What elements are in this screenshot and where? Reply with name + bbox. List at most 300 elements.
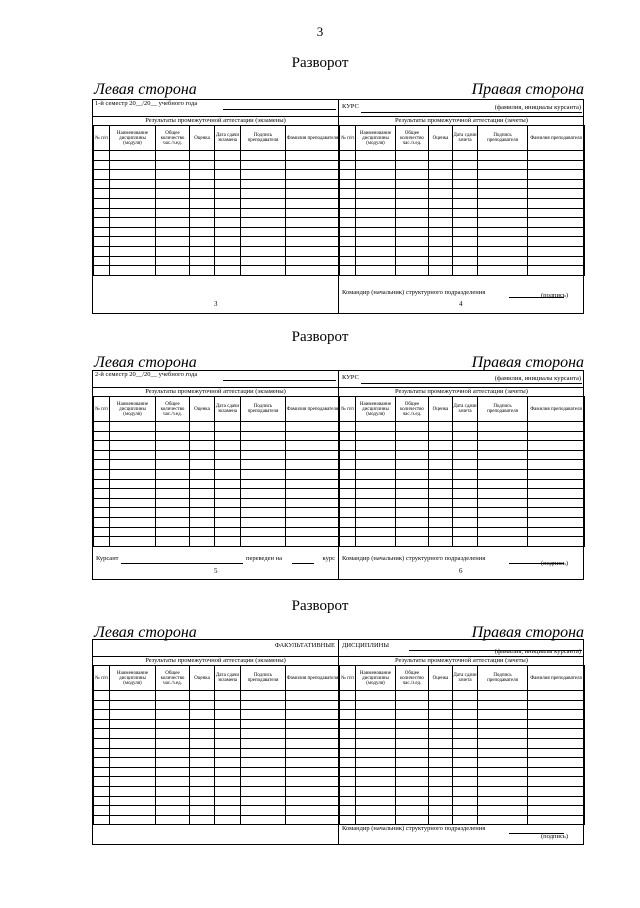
table-cell <box>453 748 478 758</box>
table-cell <box>528 748 585 758</box>
table-row <box>340 719 585 729</box>
table-cell <box>190 189 215 199</box>
table-cell <box>190 266 215 276</box>
table-cell <box>156 796 190 806</box>
table-cell <box>94 489 110 499</box>
table-cell <box>356 806 396 816</box>
table-cell <box>356 227 396 237</box>
table-cell <box>156 266 190 276</box>
table-cell <box>478 160 528 170</box>
table-cell <box>396 237 429 247</box>
table-cell <box>478 767 528 777</box>
table-cell <box>453 758 478 768</box>
credits-title: Результаты промежуточной аттестации (зачеты) <box>395 388 528 395</box>
table-cell <box>110 777 156 787</box>
table-cell <box>356 431 396 441</box>
table-cell <box>94 151 110 161</box>
table-cell <box>110 218 156 228</box>
table-cell <box>190 198 215 208</box>
table-cell <box>429 777 453 787</box>
signature-note: (подпись) <box>541 560 568 567</box>
table-cell <box>110 537 156 547</box>
table-cell <box>94 450 110 460</box>
table-cell <box>94 179 110 189</box>
table-row <box>340 431 585 441</box>
table-cell <box>429 160 453 170</box>
table-row <box>340 479 585 489</box>
table-cell <box>110 256 156 266</box>
table-cell <box>478 738 528 748</box>
table-cell <box>453 218 478 228</box>
table-cell <box>215 786 241 796</box>
exams-table <box>93 125 340 276</box>
table-cell <box>396 479 429 489</box>
table-cell <box>156 441 190 451</box>
table-cell <box>528 179 585 189</box>
table-row <box>340 777 585 787</box>
table-cell <box>340 151 356 161</box>
table-cell <box>286 748 340 758</box>
table-cell <box>286 806 340 816</box>
table-row <box>94 208 340 218</box>
table-row <box>340 508 585 518</box>
table-row <box>94 806 340 816</box>
table-cell <box>286 208 340 218</box>
table-cell <box>528 806 585 816</box>
table-cell <box>478 489 528 499</box>
table-row <box>94 758 340 768</box>
table-cell <box>453 441 478 451</box>
table-cell <box>190 450 215 460</box>
table-cell <box>429 218 453 228</box>
table-cell <box>340 729 356 739</box>
exams-table <box>93 396 340 547</box>
table-cell <box>110 246 156 256</box>
col-grade: Оценка <box>429 666 453 691</box>
table-cell <box>94 441 110 451</box>
table-cell <box>396 208 429 218</box>
table-row <box>94 710 340 720</box>
table-cell <box>241 450 286 460</box>
table-cell <box>286 786 340 796</box>
table-body <box>94 691 340 825</box>
table-cell <box>356 237 396 247</box>
table-cell <box>190 227 215 237</box>
table-cell <box>190 738 215 748</box>
signature-note: (подпись) <box>541 292 568 299</box>
table-cell <box>396 786 429 796</box>
table-cell <box>340 748 356 758</box>
table-row <box>94 170 340 180</box>
table-cell <box>453 806 478 816</box>
table-cell <box>453 469 478 479</box>
table-cell <box>356 422 396 432</box>
table-cell <box>429 748 453 758</box>
table-cell <box>241 189 286 199</box>
table-cell <box>478 815 528 825</box>
table-cell <box>156 450 190 460</box>
table-cell <box>356 527 396 537</box>
table-cell <box>241 719 286 729</box>
col-hours: Общее количество час./з.ед. <box>396 666 429 691</box>
table-cell <box>396 700 429 710</box>
table-cell <box>215 431 241 441</box>
table-cell <box>528 767 585 777</box>
table-cell <box>110 738 156 748</box>
table-cell <box>340 441 356 451</box>
table-cell <box>241 179 286 189</box>
table-cell <box>340 758 356 768</box>
col-num: № п/п <box>340 397 356 422</box>
table-cell <box>478 729 528 739</box>
table-cell <box>396 256 429 266</box>
table-cell <box>453 431 478 441</box>
table-row <box>94 767 340 777</box>
table-cell <box>396 517 429 527</box>
table-cell <box>215 767 241 777</box>
table-cell <box>429 198 453 208</box>
left-side-label: Левая сторона <box>94 81 197 98</box>
table-cell <box>453 460 478 470</box>
table-cell <box>190 719 215 729</box>
table-row <box>340 729 585 739</box>
table-cell <box>453 537 478 547</box>
table-cell <box>215 450 241 460</box>
table-cell <box>156 227 190 237</box>
table-cell <box>528 256 585 266</box>
table-cell <box>215 160 241 170</box>
table-cell <box>110 151 156 161</box>
table-cell <box>110 786 156 796</box>
table-cell <box>429 527 453 537</box>
table-cell <box>528 208 585 218</box>
table-cell <box>356 719 396 729</box>
table-cell <box>94 719 110 729</box>
table-row <box>94 179 340 189</box>
table-cell <box>156 738 190 748</box>
table-cell <box>340 498 356 508</box>
table-cell <box>94 266 110 276</box>
table-row <box>340 450 585 460</box>
table-cell <box>340 489 356 499</box>
table-cell <box>356 758 396 768</box>
table-cell <box>190 479 215 489</box>
table-cell <box>429 441 453 451</box>
table-cell <box>478 517 528 527</box>
table-cell <box>396 227 429 237</box>
col-hours: Общее количество час./з.ед. <box>156 126 190 151</box>
table-cell <box>94 246 110 256</box>
table-cell <box>190 489 215 499</box>
table-cell <box>340 527 356 537</box>
table-cell <box>156 815 190 825</box>
table-row <box>94 517 340 527</box>
table-cell <box>356 767 396 777</box>
table-cell <box>340 266 356 276</box>
table-cell <box>356 160 396 170</box>
right-side-label: Правая сторона <box>471 354 584 371</box>
table-cell <box>286 489 340 499</box>
table-cell <box>94 422 110 432</box>
table-cell <box>340 422 356 432</box>
table-cell <box>190 498 215 508</box>
table-cell <box>340 517 356 527</box>
table-cell <box>190 729 215 739</box>
page-num-right: 6 <box>459 567 463 575</box>
table-row <box>340 266 585 276</box>
table-cell <box>156 700 190 710</box>
table-cell <box>429 237 453 247</box>
table-cell <box>429 796 453 806</box>
table-row <box>340 815 585 825</box>
table-cell <box>241 441 286 451</box>
exams-title: Результаты промежуточной аттестации (экзамены) <box>145 657 286 664</box>
elective-label-left: ФАКУЛЬТАТИВНЫЕ <box>274 642 335 649</box>
table-cell <box>94 691 110 701</box>
table-cell <box>396 189 429 199</box>
table-row <box>94 160 340 170</box>
table-cell <box>396 738 429 748</box>
left-half <box>93 371 339 579</box>
table-row <box>94 796 340 806</box>
col-name: Наименование дисциплины (модуля) <box>356 666 396 691</box>
table-cell <box>156 489 190 499</box>
table-cell <box>241 170 286 180</box>
col-name: Наименование дисциплины (модуля) <box>356 397 396 422</box>
table-cell <box>356 460 396 470</box>
table-cell <box>241 256 286 266</box>
table-cell <box>94 170 110 180</box>
right-half <box>339 371 584 579</box>
table-row <box>340 189 585 199</box>
table-cell <box>478 537 528 547</box>
table-cell <box>340 777 356 787</box>
exams-table <box>93 665 340 825</box>
cadet-label: Курсант <box>96 555 119 562</box>
spread-title: Разворот <box>291 598 349 614</box>
table-cell <box>429 719 453 729</box>
table-cell <box>356 208 396 218</box>
table-cell <box>356 479 396 489</box>
table-cell <box>156 777 190 787</box>
table-cell <box>453 256 478 266</box>
col-hours: Общее количество час./з.ед. <box>156 397 190 422</box>
table-cell <box>286 815 340 825</box>
table-cell <box>215 527 241 537</box>
table-row <box>340 498 585 508</box>
table-cell <box>94 498 110 508</box>
table-cell <box>340 700 356 710</box>
table-cell <box>478 189 528 199</box>
table-cell <box>190 469 215 479</box>
table-cell <box>478 450 528 460</box>
table-cell <box>190 441 215 451</box>
table-row <box>340 527 585 537</box>
table-cell <box>429 431 453 441</box>
left-half <box>93 100 339 313</box>
table-cell <box>286 719 340 729</box>
table-cell <box>478 786 528 796</box>
table-row <box>94 719 340 729</box>
table-cell <box>110 266 156 276</box>
table-row <box>340 517 585 527</box>
table-cell <box>478 691 528 701</box>
table-cell <box>241 786 286 796</box>
table-cell <box>215 498 241 508</box>
table-cell <box>215 218 241 228</box>
table-cell <box>286 508 340 518</box>
table-body <box>94 422 340 547</box>
table-cell <box>429 256 453 266</box>
table-cell <box>429 767 453 777</box>
table-cell <box>156 422 190 432</box>
table-cell <box>156 537 190 547</box>
moved-label: переведен на <box>246 555 282 562</box>
table-cell <box>94 796 110 806</box>
table-cell <box>190 517 215 527</box>
table-cell <box>215 227 241 237</box>
table-cell <box>110 815 156 825</box>
table-cell <box>241 796 286 806</box>
spread-title: Разворот <box>291 329 349 345</box>
table-cell <box>286 189 340 199</box>
left-side-label: Левая сторона <box>94 624 197 641</box>
table-cell <box>94 517 110 527</box>
table-cell <box>110 527 156 537</box>
table-cell <box>340 796 356 806</box>
table-cell <box>340 469 356 479</box>
table-cell <box>215 179 241 189</box>
table-row <box>94 441 340 451</box>
table-cell <box>356 729 396 739</box>
table-cell <box>429 422 453 432</box>
table-cell <box>110 189 156 199</box>
table-cell <box>429 710 453 720</box>
table-cell <box>110 160 156 170</box>
col-name: Наименование дисциплины (модуля) <box>356 126 396 151</box>
exams-title: Результаты промежуточной аттестации (экзамены) <box>145 117 286 124</box>
table-cell <box>215 700 241 710</box>
table-row <box>94 489 340 499</box>
table-cell <box>478 441 528 451</box>
table-cell <box>286 422 340 432</box>
table-cell <box>478 246 528 256</box>
table-cell <box>340 710 356 720</box>
table-cell <box>396 537 429 547</box>
table-cell <box>396 170 429 180</box>
table-cell <box>215 198 241 208</box>
table-cell <box>528 700 585 710</box>
table-cell <box>453 450 478 460</box>
table-cell <box>241 691 286 701</box>
col-grade: Оценка <box>190 126 215 151</box>
table-cell <box>356 537 396 547</box>
table-cell <box>528 246 585 256</box>
table-cell <box>356 738 396 748</box>
table-cell <box>528 758 585 768</box>
table-cell <box>356 198 396 208</box>
table-cell <box>241 738 286 748</box>
table-row <box>340 489 585 499</box>
table-cell <box>429 489 453 499</box>
table-row <box>340 237 585 247</box>
table-cell <box>215 738 241 748</box>
table-row <box>340 422 585 432</box>
table-cell <box>190 208 215 218</box>
table-cell <box>190 431 215 441</box>
table-cell <box>110 237 156 247</box>
table-cell <box>429 450 453 460</box>
table-cell <box>528 227 585 237</box>
table-cell <box>340 237 356 247</box>
table-cell <box>286 517 340 527</box>
table-cell <box>453 710 478 720</box>
table-cell <box>156 710 190 720</box>
table-cell <box>528 422 585 432</box>
table-cell <box>478 469 528 479</box>
table-cell <box>215 246 241 256</box>
page-num-left: 5 <box>214 567 218 575</box>
col-num: № п/п <box>340 666 356 691</box>
table-cell <box>110 441 156 451</box>
table-cell <box>429 227 453 237</box>
table-cell <box>286 479 340 489</box>
page-num-left: 3 <box>214 300 218 308</box>
table-cell <box>94 227 110 237</box>
table-row <box>94 777 340 787</box>
table-cell <box>340 786 356 796</box>
table-cell <box>528 517 585 527</box>
table-cell <box>356 796 396 806</box>
right-side-label: Правая сторона <box>471 81 584 98</box>
table-cell <box>478 170 528 180</box>
table-cell <box>478 508 528 518</box>
elective-label-right: ДИСЦИПЛИНЫ <box>342 642 390 649</box>
table-cell <box>286 738 340 748</box>
col-grade: Оценка <box>190 666 215 691</box>
table-cell <box>215 815 241 825</box>
table-cell <box>429 479 453 489</box>
col-grade: Оценка <box>429 397 453 422</box>
table-cell <box>453 796 478 806</box>
table-cell <box>94 237 110 247</box>
table-cell <box>241 517 286 527</box>
table-cell <box>286 170 340 180</box>
table-cell <box>396 777 429 787</box>
table-cell <box>429 266 453 276</box>
table-cell <box>156 729 190 739</box>
table-cell <box>396 527 429 537</box>
form-sheet <box>92 370 584 580</box>
table-row <box>340 748 585 758</box>
table-cell <box>156 208 190 218</box>
credits-table <box>339 125 585 276</box>
table-cell <box>241 758 286 768</box>
table-row <box>94 537 340 547</box>
table-cell <box>286 266 340 276</box>
col-surname: Фамилия преподавателя <box>528 666 585 691</box>
table-row <box>94 748 340 758</box>
table-body <box>340 151 585 276</box>
table-cell <box>340 179 356 189</box>
table-cell <box>286 460 340 470</box>
table-cell <box>453 422 478 432</box>
table-cell <box>215 806 241 816</box>
col-surname: Фамилия преподавателя <box>286 666 340 691</box>
table-cell <box>110 498 156 508</box>
table-cell <box>356 189 396 199</box>
table-cell <box>528 508 585 518</box>
